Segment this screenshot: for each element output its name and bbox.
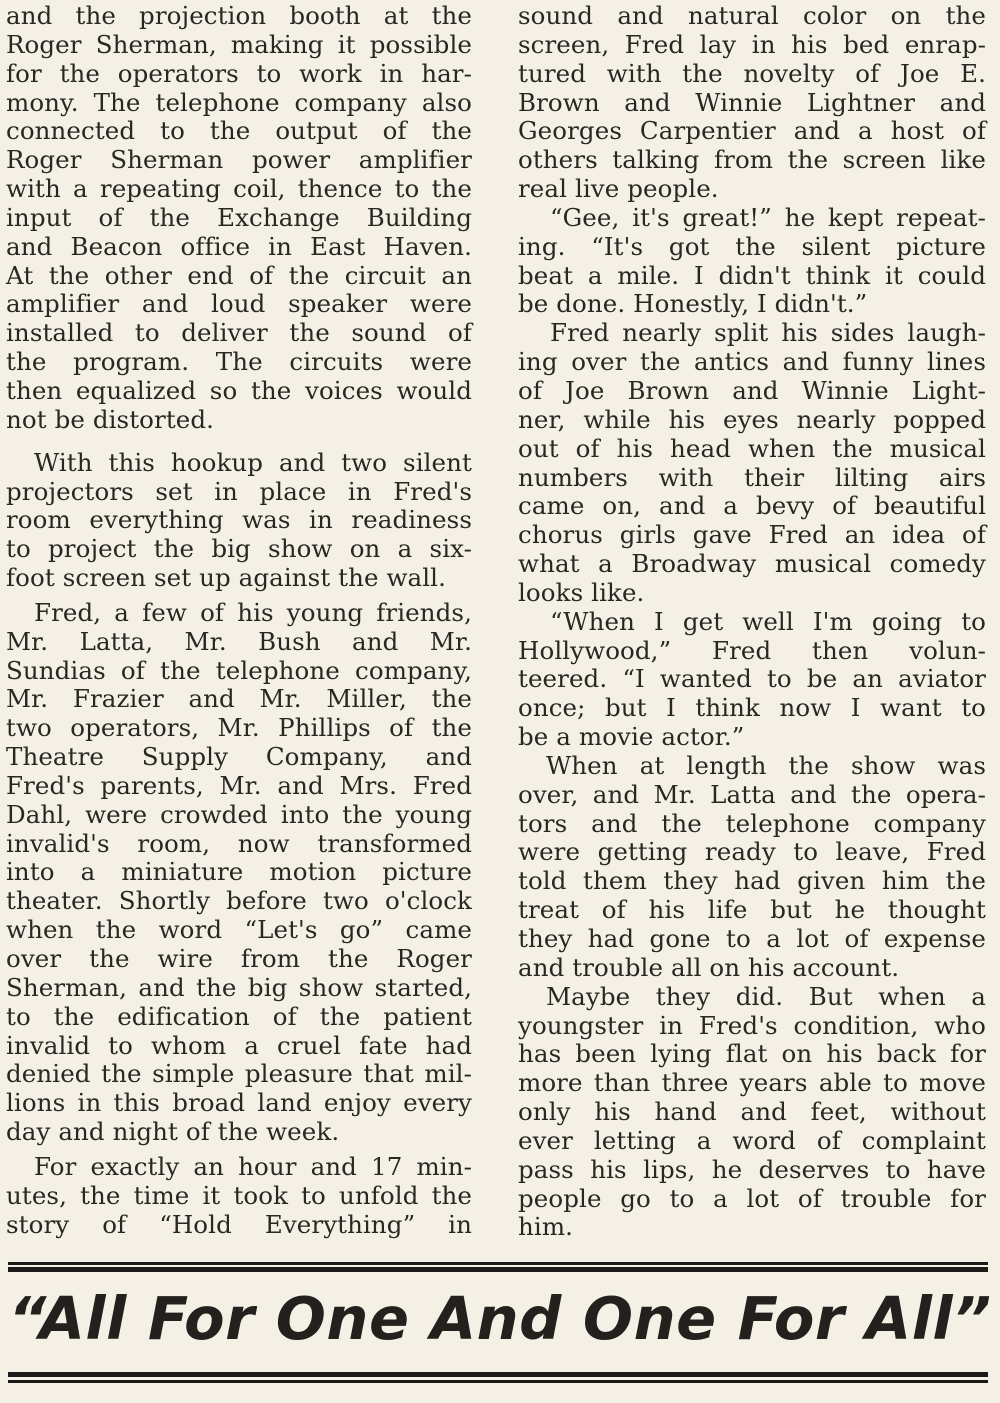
text-line: ever letting a word of complaint [518, 1125, 986, 1155]
text-line: told them they had given him the [518, 866, 986, 896]
text-line: theater. Shortly before two o'clock [6, 886, 472, 916]
text-line: looks like. [518, 577, 645, 607]
text-line: out of his head when the musical [518, 433, 986, 463]
text-line: For exactly an hour and 17 min- [34, 1151, 472, 1181]
text-line: Sundias of the telephone company, [6, 655, 472, 685]
text-line: two operators, Mr. Phillips of the [6, 713, 472, 743]
text-line: others talking from the screen like [518, 145, 986, 175]
text-line: input of the Exchange Building [6, 202, 472, 232]
text-line: Roger Sherman, making it possible [6, 29, 472, 59]
text-line: over the wire from the Roger [6, 944, 472, 973]
text-line: tors and the telephone company [518, 808, 986, 838]
text-line: has been lying flat on his back for [518, 1039, 986, 1069]
text-line: room everything was in readiness [6, 505, 472, 535]
text-line: beat a mile. I didn't think it could [518, 260, 986, 290]
text-line: day and night of the week. [6, 1117, 340, 1147]
text-line: teered. “I wanted to be an aviator [518, 664, 986, 694]
text-line: invalid to whom a cruel fate had [6, 1030, 472, 1060]
top-rule-thick [8, 1267, 988, 1272]
text-line: Mr. Latta, Mr. Bush and Mr. [6, 626, 472, 656]
text-line: Dahl, were crowded into the young [6, 799, 472, 829]
text-line: more than three years able to move [518, 1068, 986, 1098]
text-line: only his hand and feet, without [518, 1097, 986, 1127]
text-line: denied the simple pleasure that mil- [6, 1059, 472, 1089]
text-line: and the projection booth at the [6, 1, 472, 30]
text-line: be done. Honestly, I didn't.” [518, 289, 868, 319]
text-line: Maybe they did. But when a [546, 981, 986, 1011]
text-line: not be distorted. [6, 404, 215, 434]
text-line: to project the big show on a six- [6, 534, 472, 564]
text-line: mony. The telephone company also [6, 87, 472, 117]
text-line: be a movie actor.” [518, 722, 745, 752]
text-line: Roger Sherman power amplifier [6, 145, 472, 175]
text-line: Sherman, and the big show started, [6, 972, 472, 1002]
text-line: Georges Carpentier and a host of [518, 116, 986, 146]
text-line: With this hookup and two silent [34, 447, 472, 477]
right-column [518, 2, 986, 1242]
text-line: Hollywood,” Fred then volun- [518, 635, 986, 665]
text-line: projectors set in place in Fred's [6, 476, 472, 506]
text-line: story of “Hold Everything” in [6, 1209, 472, 1239]
text-line: “When I get well I'm going to [550, 606, 986, 636]
text-line: “Gee, it's great!” he kept repeat- [550, 202, 986, 232]
text-line: him. [518, 1212, 574, 1242]
text-line: utes, the time it took to unfold the [6, 1180, 472, 1210]
text-line: with a repeating coil, thence to the [6, 174, 472, 204]
text-line: tured with the novelty of Joe E. [518, 58, 986, 88]
text-line: the program. The circuits were [6, 347, 472, 377]
text-line: ing over the antics and funny lines [518, 347, 986, 377]
text-line: when the word “Let's go” came [6, 915, 472, 945]
text-line: numbers with their lilting airs [518, 462, 986, 492]
text-line: Brown and Winnie Lightner and [518, 87, 986, 117]
text-line: what a Broadway musical comedy [518, 549, 986, 579]
text-line: lions in this broad land enjoy every [6, 1088, 472, 1118]
text-line: people go to a lot of trouble for [518, 1183, 986, 1213]
text-line: invalid's room, now transformed [6, 828, 472, 858]
text-line: pass his lips, he deserves to have [518, 1154, 986, 1184]
text-line: Fred, a few of his young friends, [34, 597, 472, 627]
text-line: amplifier and loud speaker were [6, 289, 472, 319]
left-column [6, 2, 472, 1239]
text-line: they had gone to a lot of expense [518, 924, 986, 953]
text-line: sound and natural color on the [518, 1, 986, 30]
text-line: Fred nearly split his sides laugh- [550, 318, 986, 348]
text-line: screen, Fred lay in his bed enrap- [518, 29, 986, 59]
text-line: then equalized so the voices would [6, 375, 472, 405]
text-line: When at length the show was [546, 750, 986, 780]
text-line: Theatre Supply Company, and [6, 742, 472, 772]
text-line: chorus girls gave Fred an idea of [518, 520, 986, 550]
text-line: of Joe Brown and Winnie Light- [518, 375, 986, 405]
text-line: connected to the output of the [6, 116, 472, 146]
bottom-rule-thin [8, 1380, 988, 1383]
text-line: came on, and a bevy of beautiful [518, 491, 986, 521]
text-line: were getting ready to leave, Fred [518, 837, 986, 867]
text-line: youngster in Fred's condition, who [518, 1010, 986, 1040]
text-line: foot screen set up against the wall. [6, 563, 446, 593]
text-line: installed to deliver the sound of [6, 318, 472, 348]
text-line: Mr. Frazier and Mr. Miller, the [6, 684, 472, 714]
text-line: ner, while his eyes nearly popped [518, 404, 986, 434]
slogan-banner: “All For One And One For All” [8, 1284, 992, 1353]
text-line: over, and Mr. Latta and the opera- [518, 779, 986, 809]
text-line: and Beacon office in East Haven. [6, 231, 472, 261]
text-line: once; but I think now I want to [518, 693, 986, 723]
text-line: to the edification of the patient [6, 1001, 472, 1031]
text-line: for the operators to work in har- [6, 58, 472, 88]
text-line: into a miniature motion picture [6, 857, 472, 887]
text-line: real live people. [518, 174, 719, 204]
text-line: ing. “It's got the silent picture [518, 231, 986, 261]
text-line: and trouble all on his account. [518, 952, 900, 982]
bottom-rule-thick [8, 1372, 988, 1377]
text-line: treat of his life but he thought [518, 895, 986, 925]
text-line: At the other end of the circuit an [6, 260, 472, 290]
top-rule-thin [8, 1262, 988, 1265]
text-line: Fred's parents, Mr. and Mrs. Fred [6, 770, 472, 800]
